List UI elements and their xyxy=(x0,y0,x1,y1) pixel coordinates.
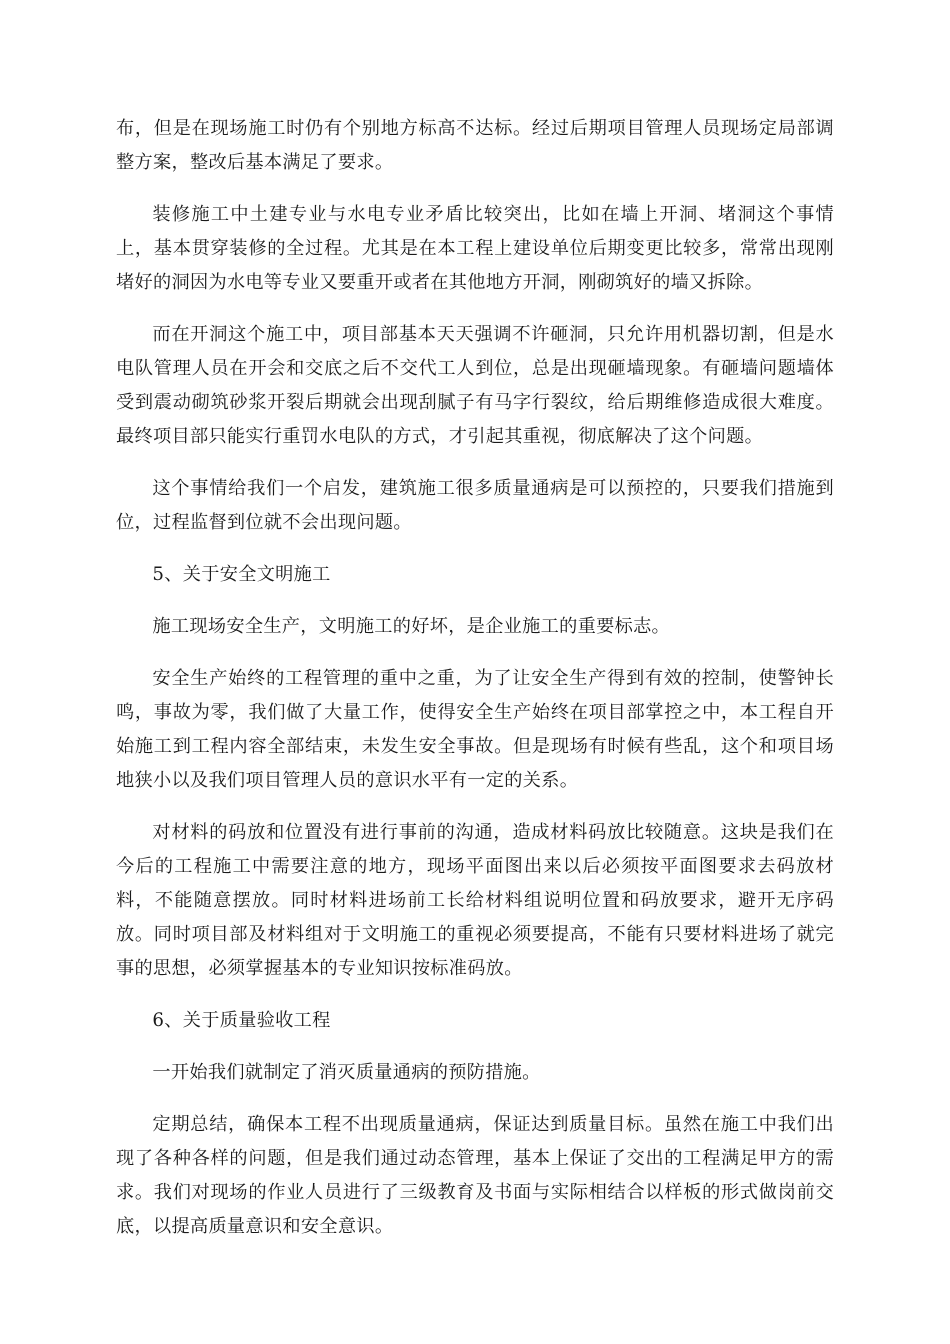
document-body xyxy=(116,112,834,1262)
paragraph-safety-intro: 施工现场安全生产，文明施工的好坏，是企业施工的重要标志。 xyxy=(152,616,671,637)
paragraph-safety-management: 安全生产始终的工程管理的重中之重，为了让安全生产得到有效的控制，使警钟长鸣，事故为零，我们做了大量工作，使得安全生产始终在项目部掌控之中，本工程自开始施工到工程内容全部结束，未发生安全事故。但是现场有时候有些乱，这个和项目场地狭小以及我们项目管理人员的意识水平有一定的关系。 xyxy=(116,668,834,791)
section-heading-quality: 6、关于质量验收工程 xyxy=(152,1010,331,1031)
paragraph-renovation-conflict: 装修施工中土建专业与水电专业矛盾比较突出，比如在墙上开洞、堵洞这个事情上，基本贯穿装修的全过程。尤其是在本工程上建设单位后期变更比较多，常常出现刚堵好的洞因为水电等专业又要重开或者在其他地方开洞，刚砌筑好的墙又拆除。 xyxy=(116,204,834,293)
paragraph-continuation: 布，但是在现场施工时仍有个别地方标高不达标。经过后期项目管理人员现场定局部调整方案，整改后基本满足了要求。 xyxy=(116,118,834,173)
paragraph-material-stacking: 对材料的码放和位置没有进行事前的沟通，造成材料码放比较随意。这块是我们在今后的工程施工中需要注意的地方，现场平面图出来以后必须按平面图要求去码放材料，不能随意摆放。同时材料进场前工长给材料组说明位置和码放要求，避开无序码放。同时项目部及材料组对于文明施工的重视必须要提高，不能有只要材料进场了就完事的思想，必须掌握基本的专业知识按标准码放。 xyxy=(116,822,834,979)
paragraph-lesson-learned: 这个事情给我们一个启发，建筑施工很多质量通病是可以预控的，只要我们措施到位，过程监督到位就不会出现问题。 xyxy=(116,478,834,533)
paragraph-quality-prevention: 一开始我们就制定了消灭质量通病的预防措施。 xyxy=(152,1062,541,1083)
paragraph-opening-holes: 而在开洞这个施工中，项目部基本天天强调不许砸洞，只允许用机器切割，但是水电队管理人员在开会和交底之后不交代工人到位，总是出现砸墙现象。有砸墙问题墙体受到震动砌筑砂浆开裂后期就会出现刮腻子有马字行裂纹，给后期维修造成很大难度。最终项目部只能实行重罚水电队的方式，才引起其重视，彻底解决了这个问题。 xyxy=(116,324,834,447)
section-heading-safety: 5、关于安全文明施工 xyxy=(152,564,331,585)
paragraph-quality-summary: 定期总结，确保本工程不出现质量通病，保证达到质量目标。虽然在施工中我们出现了各种各样的问题，但是我们通过动态管理，基本上保证了交出的工程满足甲方的需求。我们对现场的作业人员进行了三级教育及书面与实际相结合以样板的形式做岗前交底，以提高质量意识和安全意识。 xyxy=(116,1114,834,1237)
